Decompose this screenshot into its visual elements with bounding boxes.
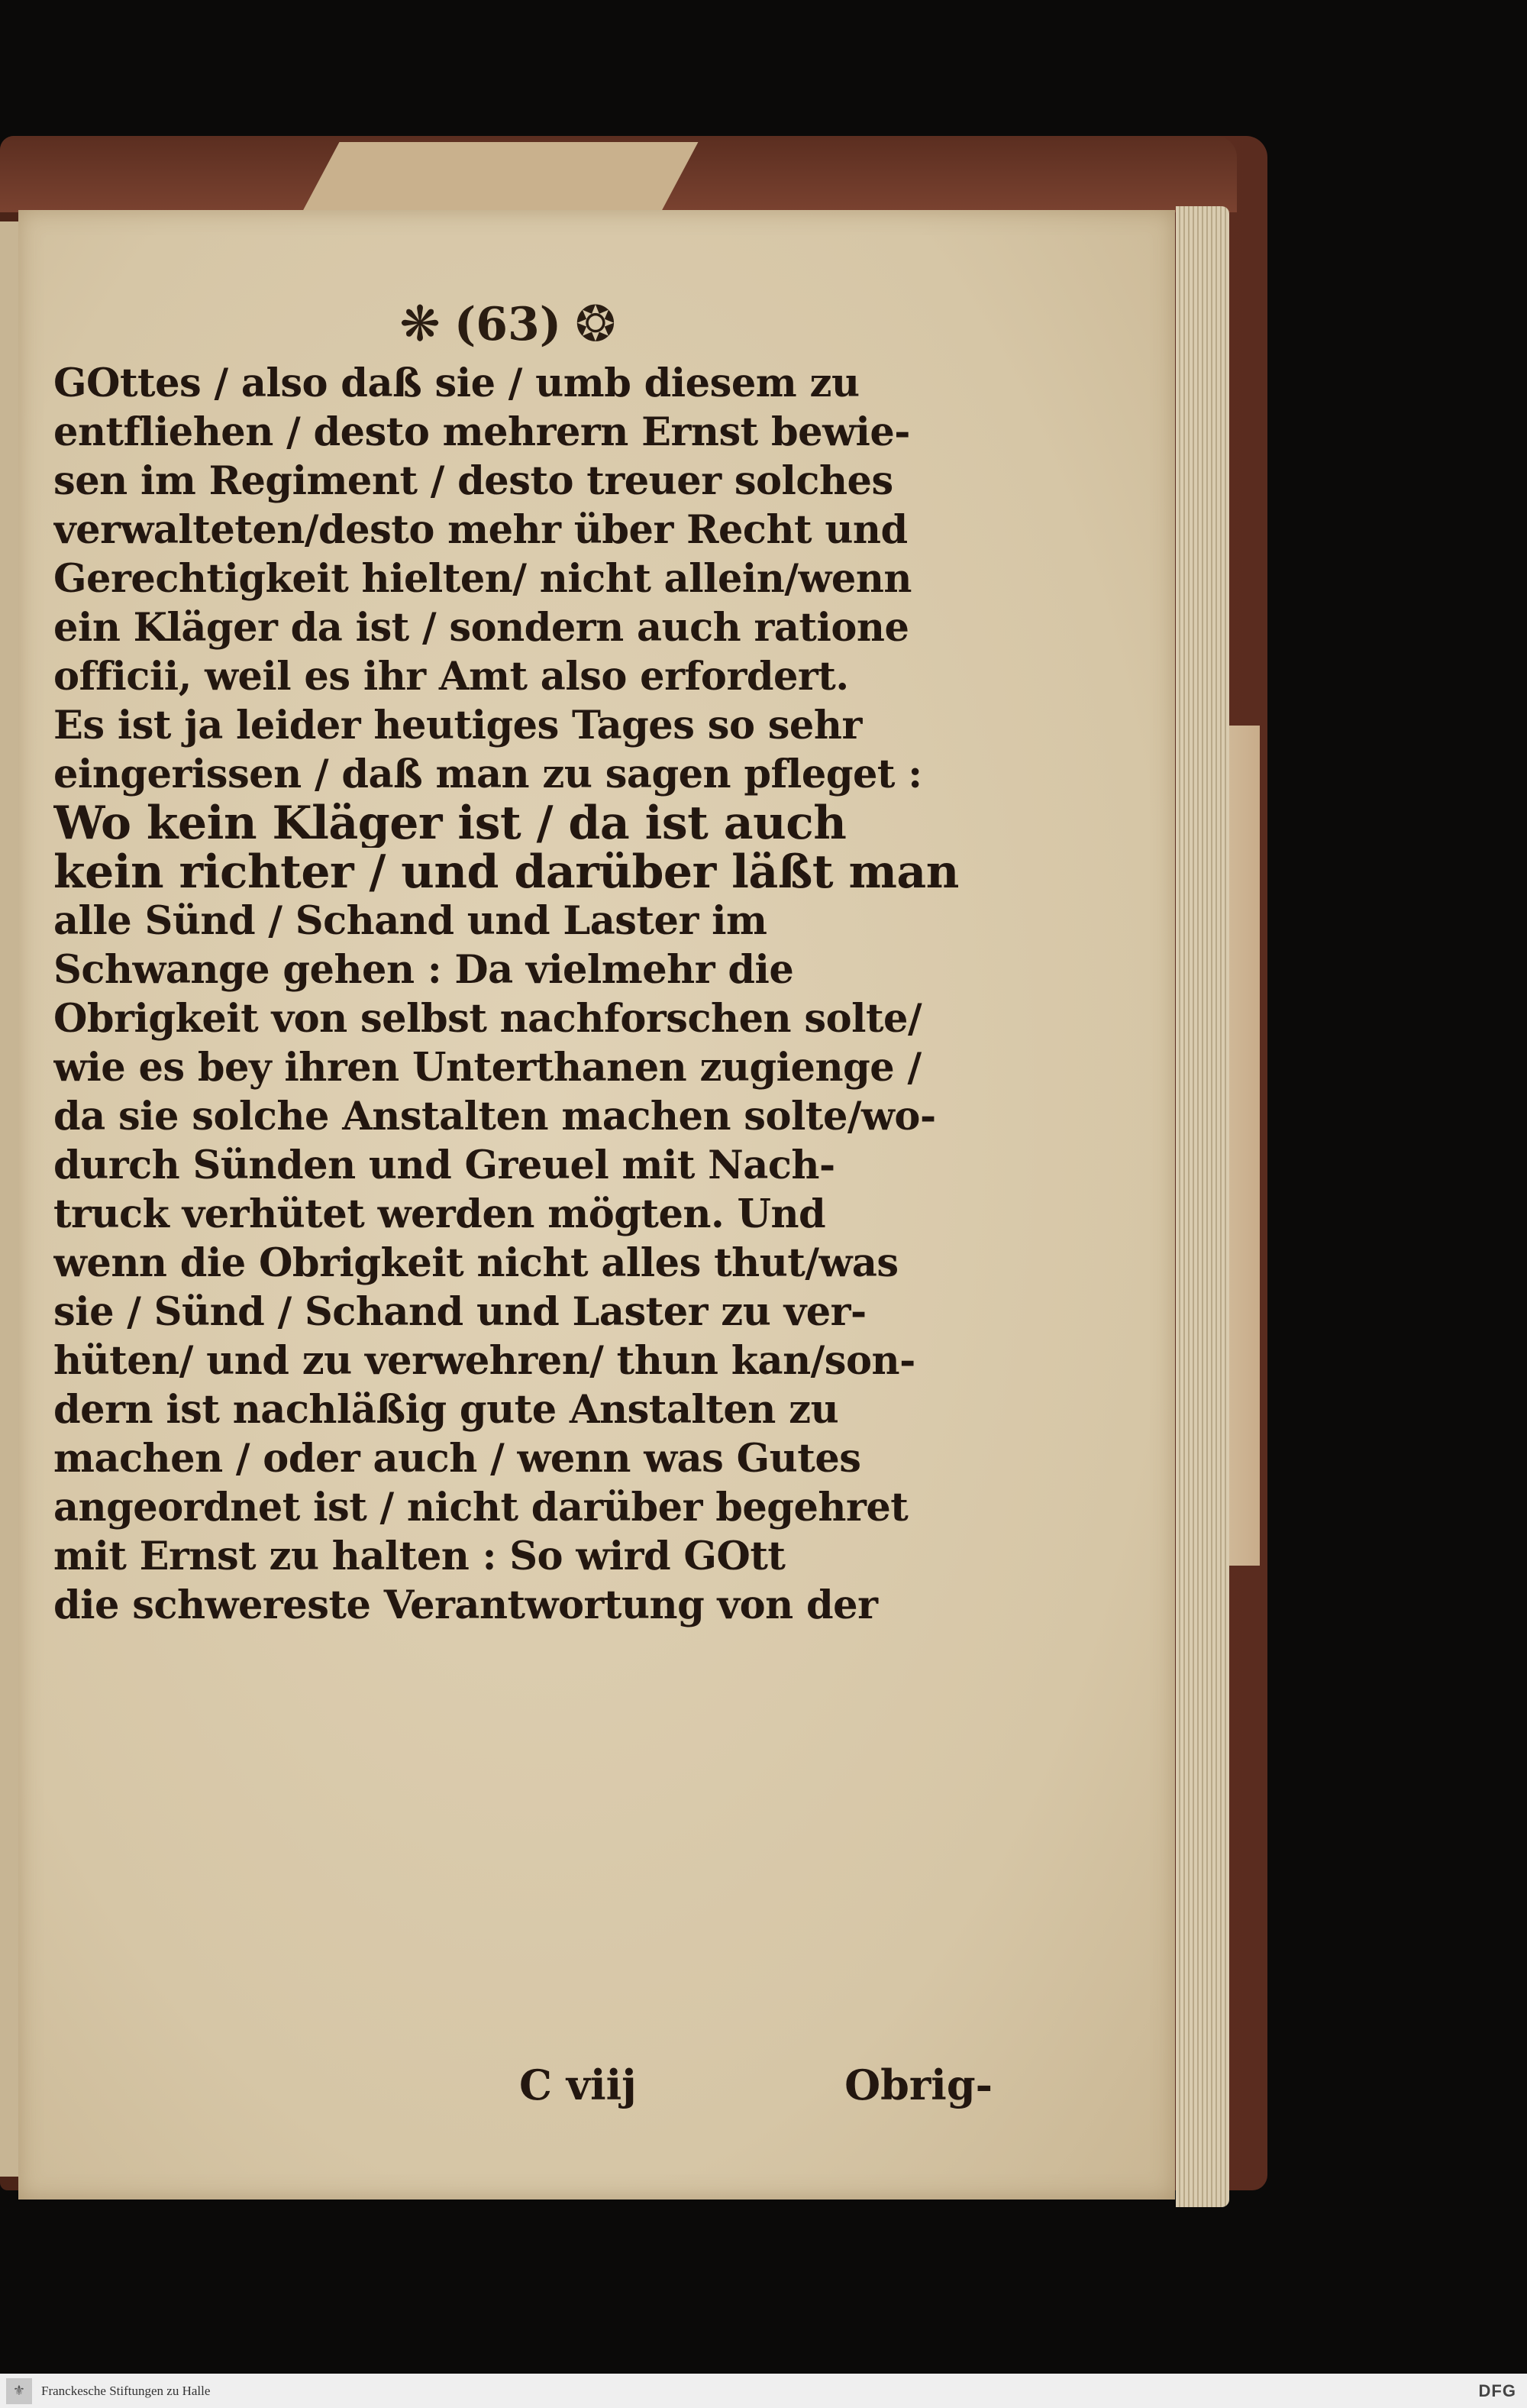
ornament-left-icon: ❋ — [399, 296, 441, 353]
page-number: (63) — [454, 298, 562, 351]
text-line: Schwange gehen : Da vielmehr die — [53, 947, 794, 993]
attribution-bar — [0, 2374, 1527, 2408]
page-footer — [519, 2054, 993, 2115]
text-line: verwalteten/desto mehr über Recht und — [53, 507, 908, 553]
text-line: angeordnet ist / nicht darüber begehret — [53, 1485, 909, 1530]
text-line: da sie solche Anstalten machen solte/wo- — [53, 1094, 936, 1139]
text-line: durch Sünden und Greuel mit Nach- — [53, 1143, 835, 1188]
institution-logo-icon: ⚜ — [6, 2378, 32, 2404]
text-line: eingerissen / daß man zu sagen pfleget : — [53, 751, 922, 797]
catchword: Obrig- — [844, 2061, 993, 2109]
text-line-emphasis: Wo kein Kläger ist / da ist auch — [53, 799, 847, 848]
body-text — [53, 359, 970, 1630]
text-line: Gerechtigkeit hielten/ nicht allein/wenn — [53, 556, 912, 602]
text-line: machen / oder auch / wenn was Gutes — [53, 1436, 861, 1482]
text-line: dern ist nachläßig gute Anstalten zu — [53, 1387, 839, 1433]
cover-band — [302, 142, 699, 212]
text-line: wie es bey ihren Unterthanen zugienge / — [53, 1045, 922, 1091]
institution-credit: Franckesche Stiftungen zu Halle — [41, 2383, 211, 2398]
text-line: Es ist ja leider heutiges Tages so sehr — [53, 703, 862, 748]
signature-mark: C viij — [519, 2061, 637, 2109]
text-line: entfliehen / desto mehrern Ernst bewie- — [53, 409, 910, 455]
text-line: sen im Regiment / desto treuer solches — [53, 458, 893, 504]
text-line-emphasis: kein richter / und darüber läßt man — [53, 848, 959, 897]
text-line: Obrigkeit von selbst nachforschen solte/ — [53, 996, 922, 1042]
text-line: ein Kläger da ist / sondern auch ratione — [53, 605, 909, 651]
text-line: wenn die Obrigkeit nicht alles thut/was — [53, 1240, 899, 1286]
dfg-logo: DFG — [1478, 2381, 1516, 2400]
text-line: hüten/ und zu verwehren/ thun kan/son- — [53, 1338, 915, 1384]
text-line: die schwereste Verantwortung von der — [53, 1582, 878, 1628]
ornament-right-icon: ❂ — [575, 296, 616, 353]
text-line: alle Sünd / Schand und Laster im — [53, 898, 767, 944]
text-line: officii, weil es ihr Amt also erfordert. — [53, 654, 849, 700]
page-edges — [1176, 206, 1229, 2207]
page-header — [359, 290, 657, 359]
text-line: GOttes / also daß sie / umb diesem zu — [53, 360, 860, 406]
text-line: truck verhütet werden mögten. Und — [53, 1191, 826, 1237]
text-line: sie / Sünd / Schand und Laster zu ver- — [53, 1289, 867, 1335]
text-line: mit Ernst zu halten : So wird GOtt — [53, 1534, 786, 1579]
